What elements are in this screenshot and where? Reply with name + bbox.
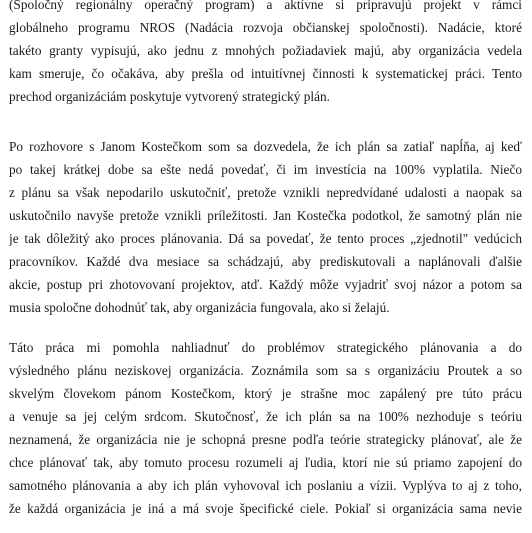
text-line: chce plánovať tak, aby tomuto procesu rozumeli aj ľudia, ktorí nie sú priamo zapojení do — [9, 455, 522, 470]
text-line: skvelým človekom pánom Kostečkom, ktorý je strašne moc zapálený pre túto prácu — [9, 386, 522, 401]
text-line: prechod organizáciám poskytuje vytvorený strategický plán. — [9, 89, 330, 104]
text-line: je tak dôležitý ako proces plánovania. Dá sa povedať, že tento proces „zjednotil" vedúcich — [9, 231, 522, 246]
text-line: kam smeruje, čo očakáva, aby prešla od intuitívnej činnosti k systematickej práci. Tento — [9, 66, 522, 81]
text-line: Po rozhovore s Janom Kostečkom som sa dozvedela, že ich plán sa zatiaľ napĺňa, aj keď — [9, 139, 522, 154]
text-line: musia spoločne dohodnúť tak, aby organizácia fungovala, ako si želajú. — [9, 300, 390, 315]
paragraph-1 — [9, 0, 522, 108]
text-line: globálneho programu NROS (Nadácia rozvoja občianskej spoločnosti). Nadácie, ktoré — [9, 20, 522, 35]
text-line: pracovníkov. Každé dva mesiace sa schádzajú, aby prediskutovali a naplánovali ďalšie — [9, 254, 522, 269]
text-line: uskutočnilo navyše pretože vznikli príležitosti. Jan Kostečka podotkol, že samotný plán nie — [9, 208, 522, 223]
text-line: výsledného plánu neziskovej organizácia. Zoznámila som sa s organizáciu Proutek a so — [9, 363, 522, 378]
text-line: akcie, postup pri zhotovovaní projektov, atď. Každý môže vyjadriť svoj názor a potom sa — [9, 277, 522, 292]
text-line: a venuje sa jej celým srdcom. Skutočnosť, že ich plán sa na 100% nezhoduje s teóriu — [9, 409, 522, 424]
text-line: neznamená, že organizácia nie je schopná presne podľa teórie strategicky plánovať, ale že — [9, 432, 522, 447]
paragraph-3 — [9, 336, 522, 520]
text-line: takéto granty vypisujú, ako jednu z mnohých požiadaviek majú, aby organizácia vedela — [9, 43, 522, 58]
text-line: samotného plánovania a aby ich plán vyhovoval ich poslaniu a vízii. Vyplýva to aj z toho, — [9, 478, 522, 493]
text-line: (Spoločný regionálny operačný program) a aktívne si pripravujú projekt v rámci — [9, 0, 522, 12]
text-line: z plánu sa však nepodarilo uskutočniť, pretože vznikli nepredvídané udalosti a naopak sa — [9, 185, 522, 200]
text-line: že každá organizácia je iná a má svoje špecifické ciele. Pokiaľ si organizácia sama nevie — [9, 501, 522, 516]
text-line: po takej krátkej dobe sa ešte nedá povedať, či im investícia na 100% vyplatila. Niečo — [9, 162, 522, 177]
text-line: Táto práca mi pomohla nahliadnuť do problémov strategického plánovania a do — [9, 340, 522, 355]
paragraph-2 — [9, 135, 522, 319]
